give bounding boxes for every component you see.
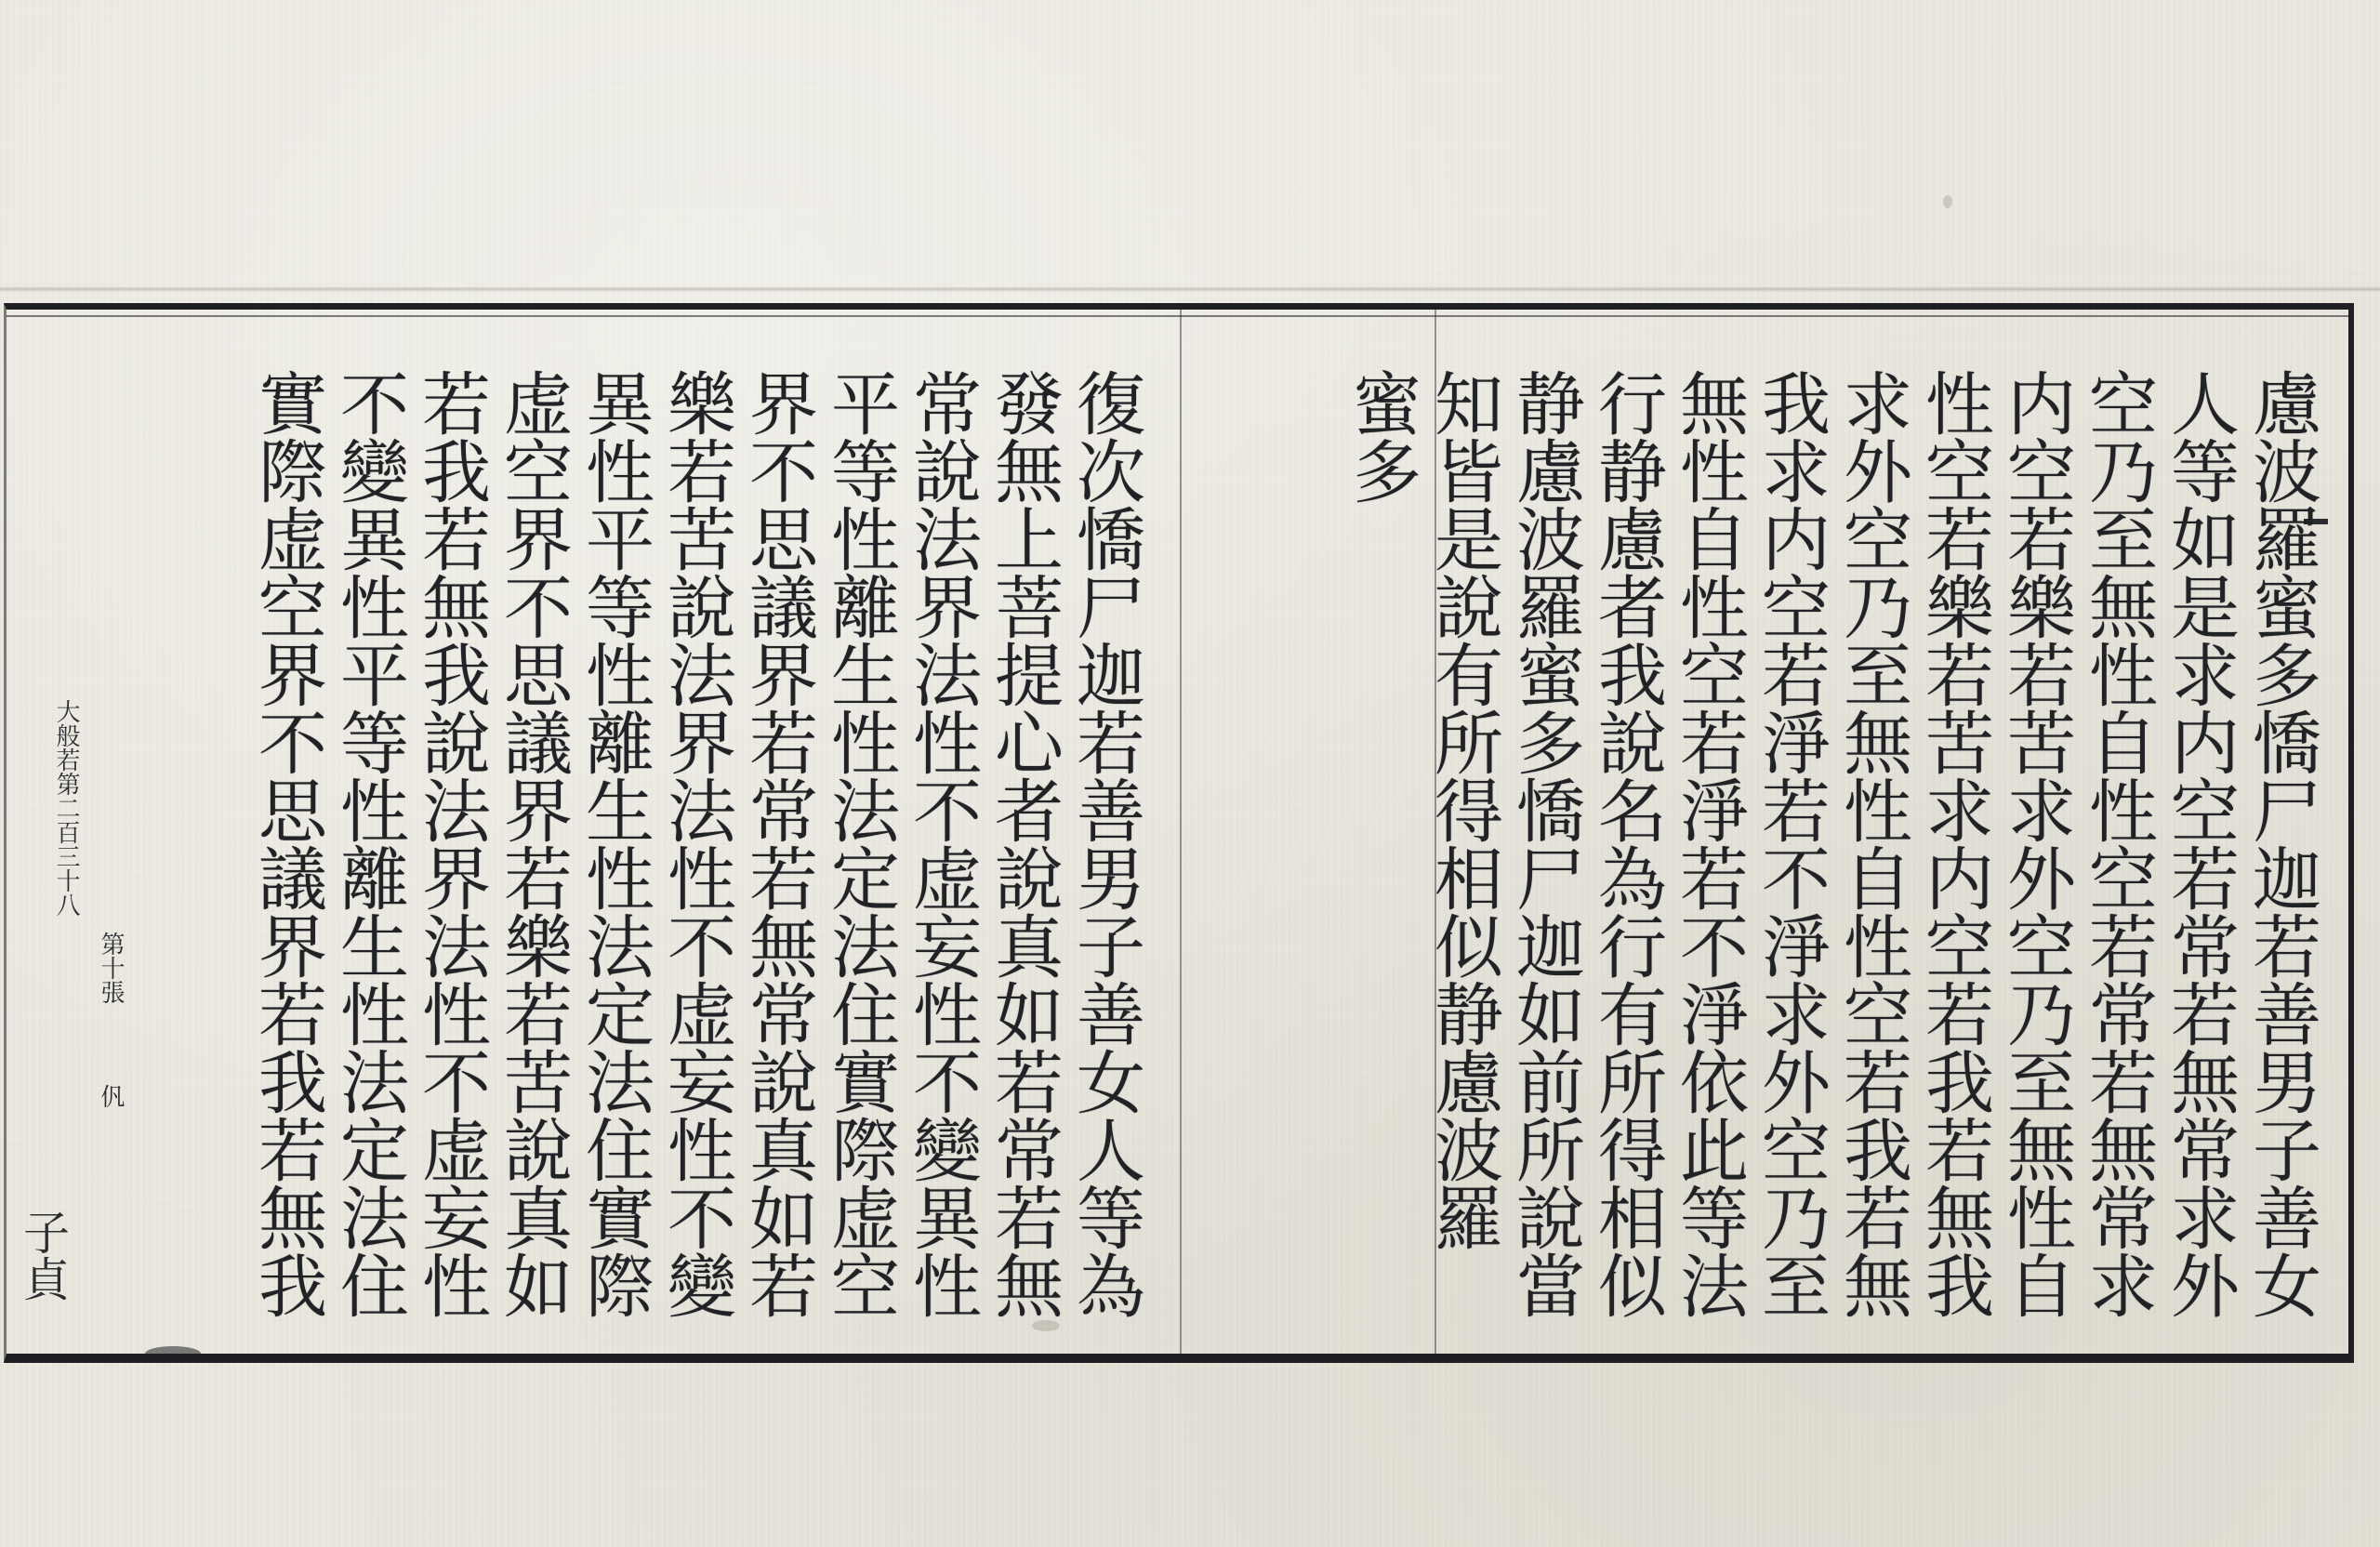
text-column: 發無上菩提心者說真如若常若無 <box>984 368 1064 1318</box>
ink-blot <box>145 1346 201 1361</box>
text-column: 無性自性空若淨若不淨依此等法 <box>1669 368 1749 1318</box>
text-column: 我求内空若淨若不淨求外空乃至 <box>1751 368 1831 1318</box>
leaf-marker: 子貞 <box>16 1209 70 1302</box>
text-column: 常說法界法性不虚妄性不變異性 <box>902 368 982 1318</box>
text-column: 實際虚空界不思議界若我若無我 <box>247 368 327 1318</box>
text-column: 樂若苦說法界法性不虚妄性不變 <box>656 368 736 1318</box>
text-column: 静慮波羅蜜多憍尸迦如前所說當 <box>1505 368 1585 1318</box>
text-column: 人等如是求内空若常若無常求外 <box>2160 368 2240 1318</box>
text-column: 空乃至無性自性空若常若無常求 <box>2078 368 2158 1318</box>
paper-smudge <box>1943 195 1952 208</box>
text-column: 異性平等性離生性法定法住實際 <box>575 368 654 1318</box>
text-column: 若我若無我說法界法性不虚妄性 <box>411 368 491 1318</box>
carver-mark: 𠆩 <box>97 1084 125 1108</box>
column-divider <box>1180 310 1182 1354</box>
text-column: 行静慮者我說名為行有所得相似 <box>1587 368 1667 1318</box>
text-column: 界不思議界若常若無常說真如若 <box>738 368 818 1318</box>
text-column: 平等性離生性法定法住實際虚空 <box>820 368 900 1318</box>
text-column: 慮波羅蜜多憍尸迦若善男子善女 <box>2241 368 2321 1318</box>
text-column: 復次憍尸迦若善男子善女人等為 <box>1065 368 1145 1318</box>
text-column: 不變異性平等性離生性法定法住 <box>329 368 409 1318</box>
text-column: 知皆是說有所得相似静慮波羅 <box>1423 368 1503 1250</box>
leaf-number-note: 第十張 <box>97 932 125 1004</box>
text-column: 性空若樂若苦求内空若我若無我 <box>1914 368 1994 1318</box>
frame-inner-line <box>7 315 2348 317</box>
text-column: 虚空界不思議界若樂若苦說真如 <box>493 368 573 1318</box>
paper-smudge <box>1032 1320 1060 1331</box>
page-fold <box>0 286 2380 292</box>
text-column: 求外空乃至無性自性空若我若無 <box>1832 368 1912 1318</box>
text-column: 内空若樂若苦求外空乃至無性自 <box>1996 368 2076 1318</box>
text-column: 蜜多 <box>1342 368 1421 504</box>
sutra-title-note: 大般若第二百三十八 <box>52 699 80 917</box>
